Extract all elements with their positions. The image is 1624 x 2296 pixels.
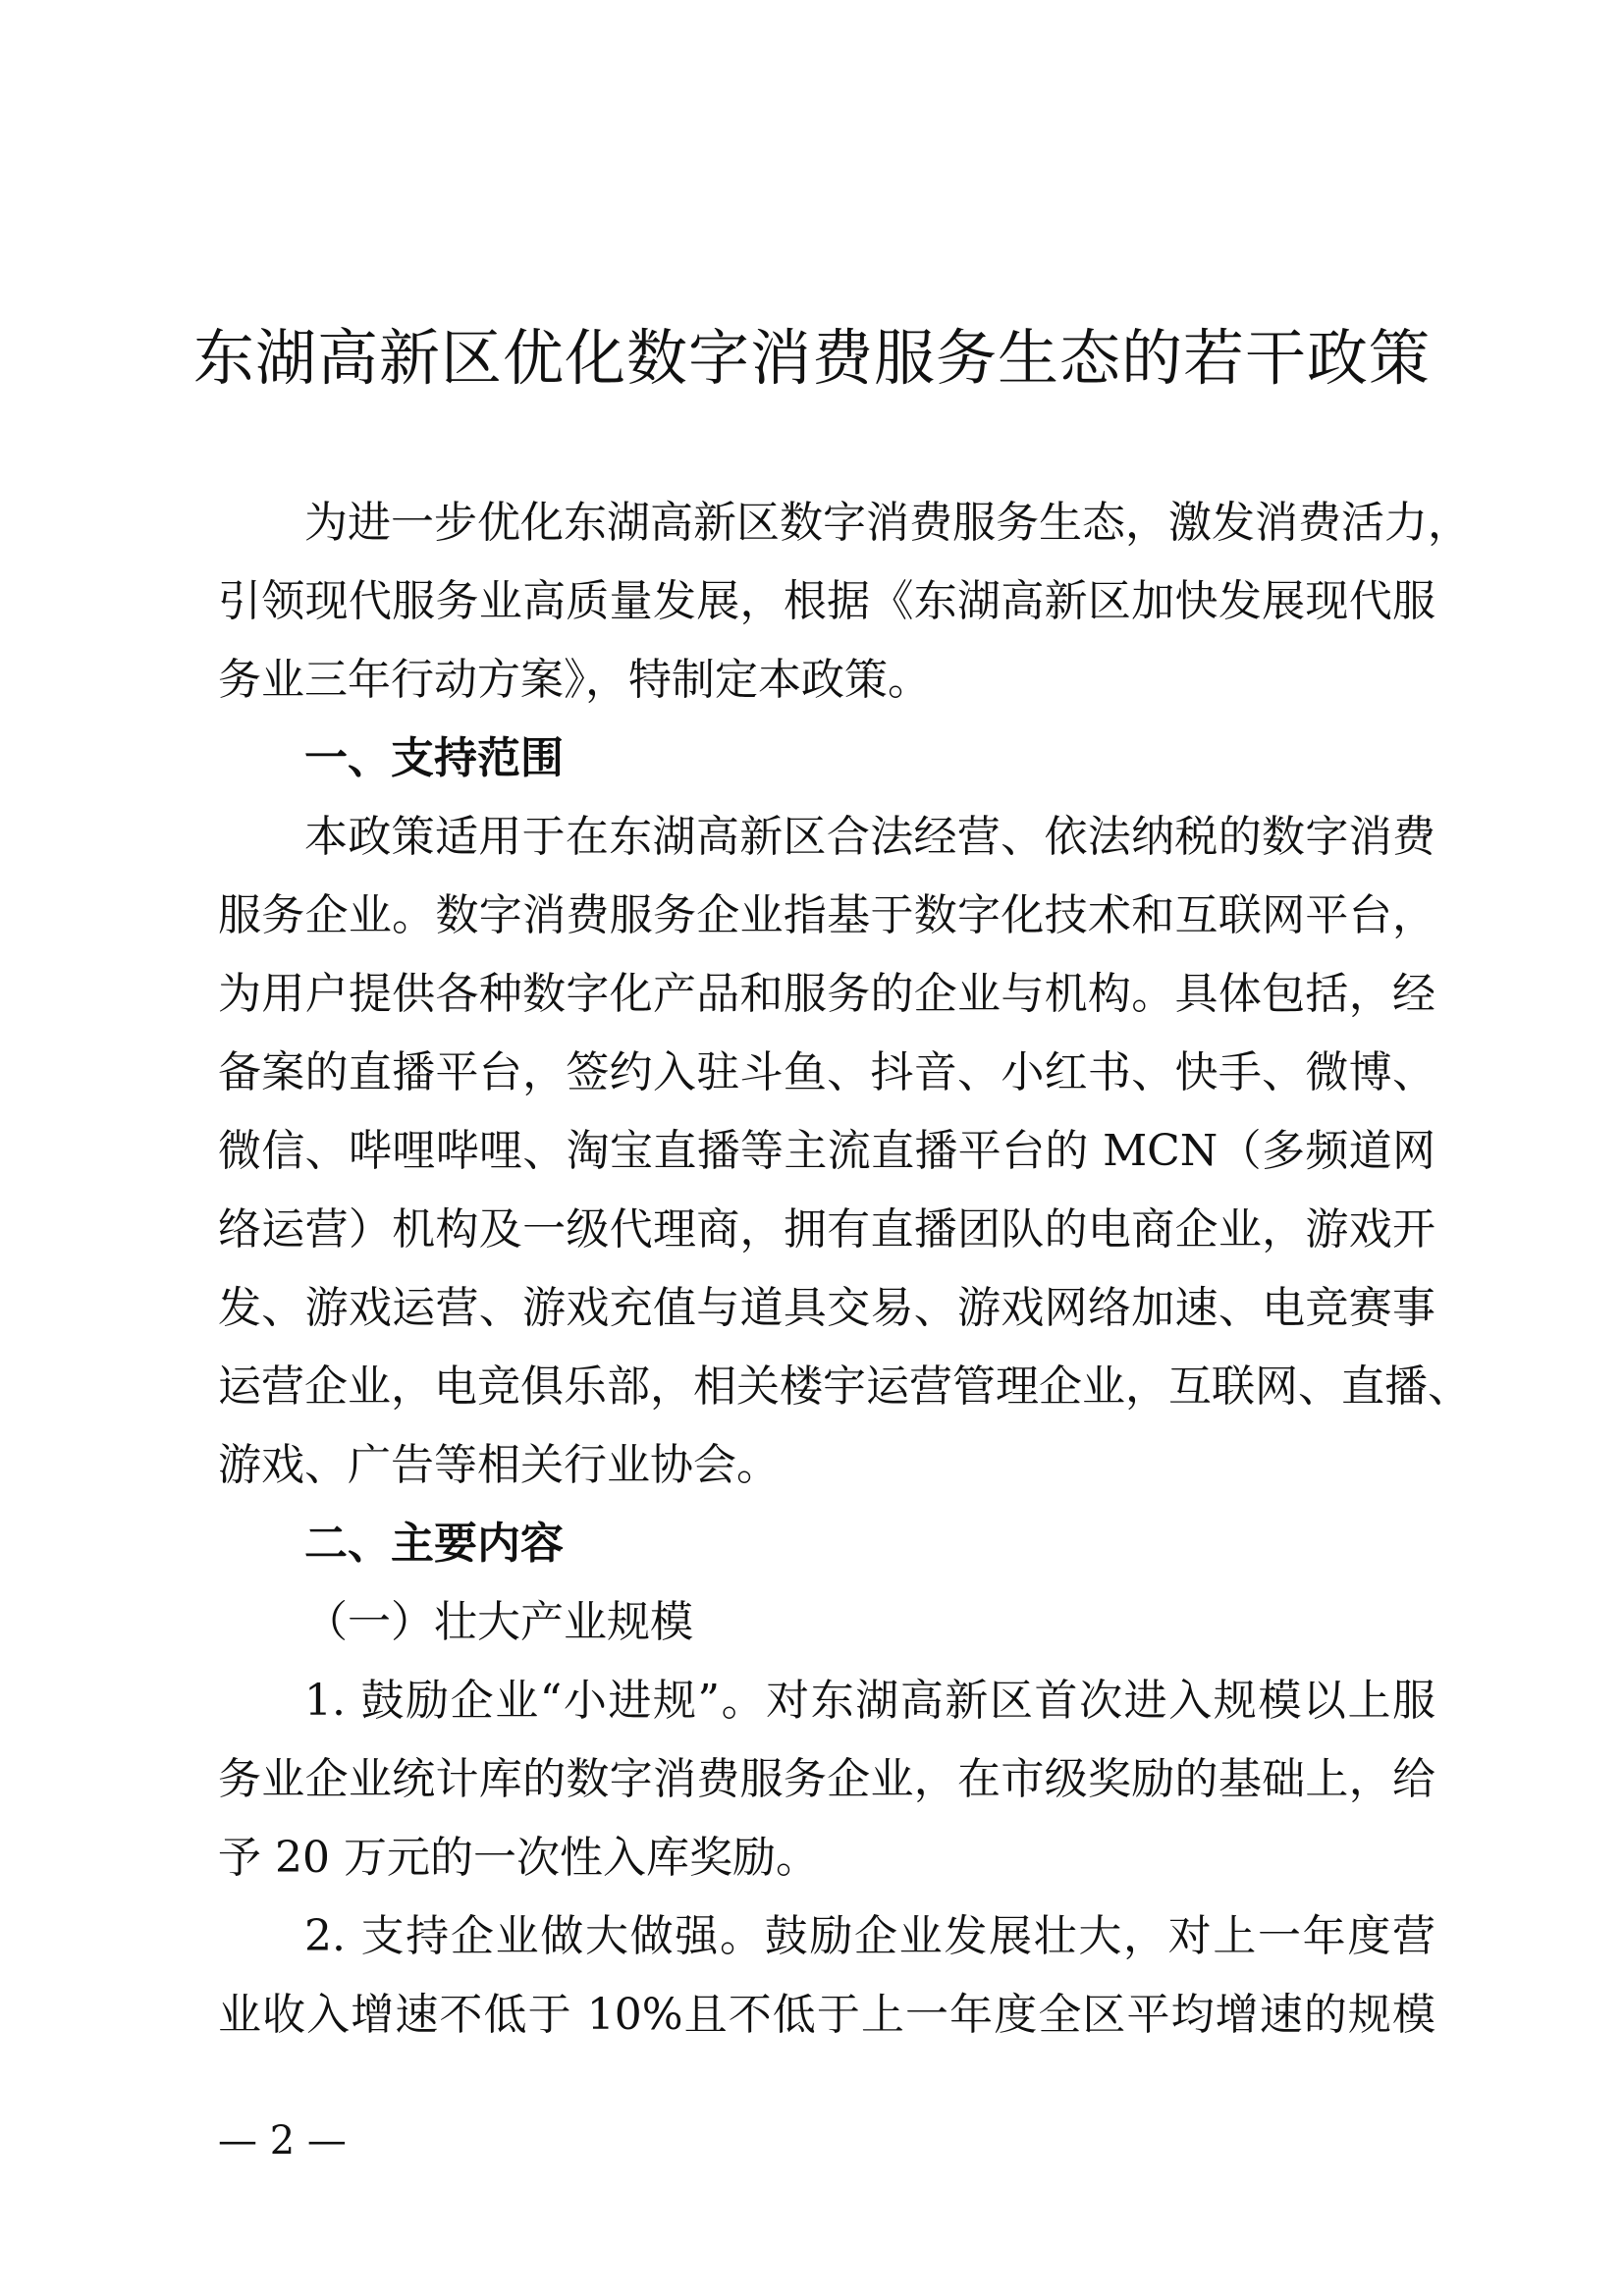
paragraph-line: 发、游戏运营、游戏充值与道具交易、游戏网络加速、电竞赛事 (218, 1283, 1435, 1333)
paragraph-line: 业收入增速不低于 10%且不低于上一年度全区平均增速的规模 (218, 1990, 1435, 2040)
paragraph-line: 务业三年行动方案》，特制定本政策。 (218, 655, 931, 705)
paragraph-line: 运营企业，电竞俱乐部，相关楼宇运营管理企业，互联网、直播、 (218, 1362, 1471, 1412)
paragraph-line: 务业企业统计库的数字消费服务企业，在市级奖励的基础上，给 (218, 1754, 1435, 1804)
paragraph-line: 服务企业。数字消费服务企业指基于数字化技术和互联网平台， (218, 890, 1435, 940)
paragraph-line: 备案的直播平台，签约入驻斗鱼、抖音、小红书、快手、微博、 (218, 1047, 1435, 1097)
paragraph-line: 2. 支持企业做大做强。鼓励企业发展壮大，对上一年度营 (304, 1911, 1435, 1961)
paragraph-line: 为用户提供各种数字化产品和服务的企业与机构。具体包括，经 (218, 969, 1435, 1019)
section-heading-scope: 一、支持范围 (304, 733, 564, 783)
section-heading-main-content: 二、主要内容 (304, 1519, 564, 1569)
document-title: 东湖高新区优化数字消费服务生态的若干政策 (192, 322, 1431, 394)
subsection-heading: （一）壮大产业规模 (304, 1597, 693, 1647)
paragraph-line: 络运营）机构及一级代理商，拥有直播团队的电商企业，游戏开 (218, 1204, 1435, 1255)
paragraph-line: 游戏、广告等相关行业协会。 (218, 1440, 780, 1490)
paragraph-line: 引领现代服务业高质量发展，根据《东湖高新区加快发展现代服 (218, 576, 1435, 626)
paragraph-line: 予 20 万元的一次性入库奖励。 (218, 1833, 819, 1883)
paragraph-line: 为进一步优化东湖高新区数字消费服务生态，激发消费活力， (304, 498, 1471, 548)
paragraph-line: 1. 鼓励企业“小进规”。对东湖高新区首次进入规模以上服 (304, 1676, 1435, 1726)
paragraph-line: 微信、哔哩哔哩、淘宝直播等主流直播平台的 MCN（多频道网 (218, 1126, 1435, 1176)
paragraph-line: 本政策适用于在东湖高新区合法经营、依法纳税的数字消费 (304, 812, 1435, 862)
page-number: — 2 — (218, 2118, 347, 2163)
